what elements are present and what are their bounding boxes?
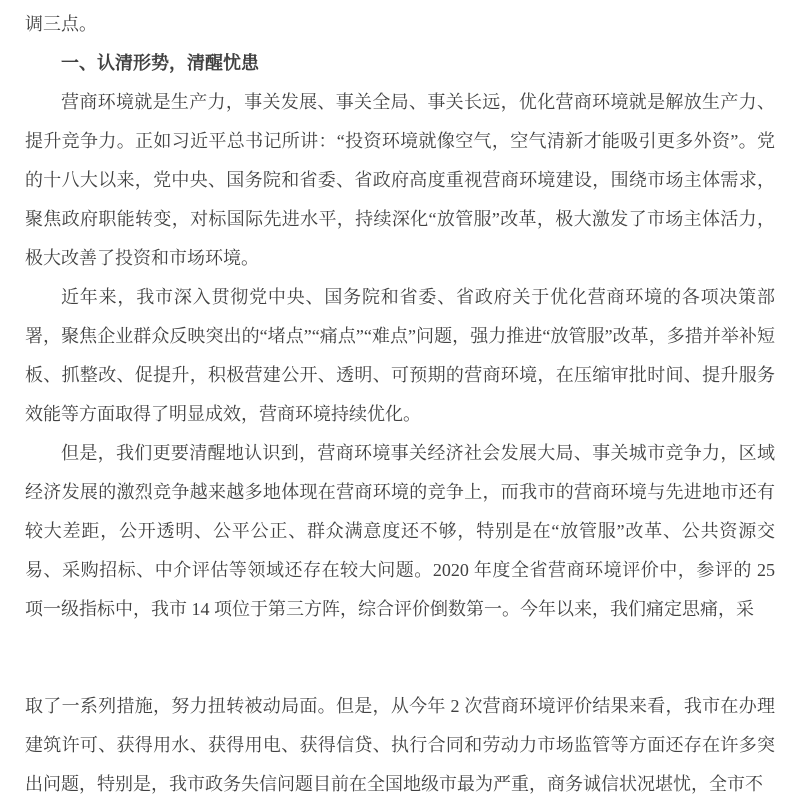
paragraph-2: 近年来，我市深入贯彻党中央、国务院和省委、省政府关于优化营商环境的各项决策部署，聚焦企业群众反映突出的“堵点”“痛点”“难点”问题，强力推进“放管服”改革，多措并举补短板、抓整改、促提升，积极营建公开、透明、可预期的营商环境，在压缩审批时间、提升服务效能等方面取得了明显成效，营商环境持续优化。 [25,287,775,424]
paragraph-3: 但是，我们更要清醒地认识到，营商环境事关经济社会发展大局、事关城市竞争力，区域经济发展的激烈竞争越来越多地体现在营商环境的竞争上，而我市的营商环境与先进地市还有较大差距，公开透明、公平公正、群众满意度还不够，特别是在“放管服”改革、公共资源交易、采购招标、中介评估等领域还存在较大问题。2020 年度全省营商环境评价中，参评的 25 项一级指标中，我市 14 项位于第三方阵，综合评价倒数第一。今年以来，我们痛定思痛，采 [25,443,775,619]
paragraph-previous-tail: 调三点。 [25,14,97,34]
paragraph-3-continuation: 取了一系列措施，努力扭转被动局面。但是，从今年 2 次营商环境评价结果来看，我市在办理建筑许可、获得用水、获得用电、获得信贷、执行合同和劳动力市场监管等方面还存在许多突出问题，特别是，我市政务失信问题目前在全国地级市最为严重，商务诚信状况堪忧，全市不 [25,696,775,794]
paragraph-1: 营商环境就是生产力，事关发展、事关全局、事关长远，优化营商环境就是解放生产力、提升竞争力。正如习近平总书记所讲：“投资环境就像空气，空气清新才能吸引更多外资”。党的十八大以来，党中央、国务院和省委、省政府高度重视营商环境建设，围绕市场主体需求，聚焦政府职能转变，对标国际先进水平，持续深化“放管服”改革，极大激发了市场主体活力，极大改善了投资和市场环境。 [25,92,775,268]
page-break-gap [25,629,775,687]
section-heading: 一、认清形势，清醒忧患 [61,53,259,73]
